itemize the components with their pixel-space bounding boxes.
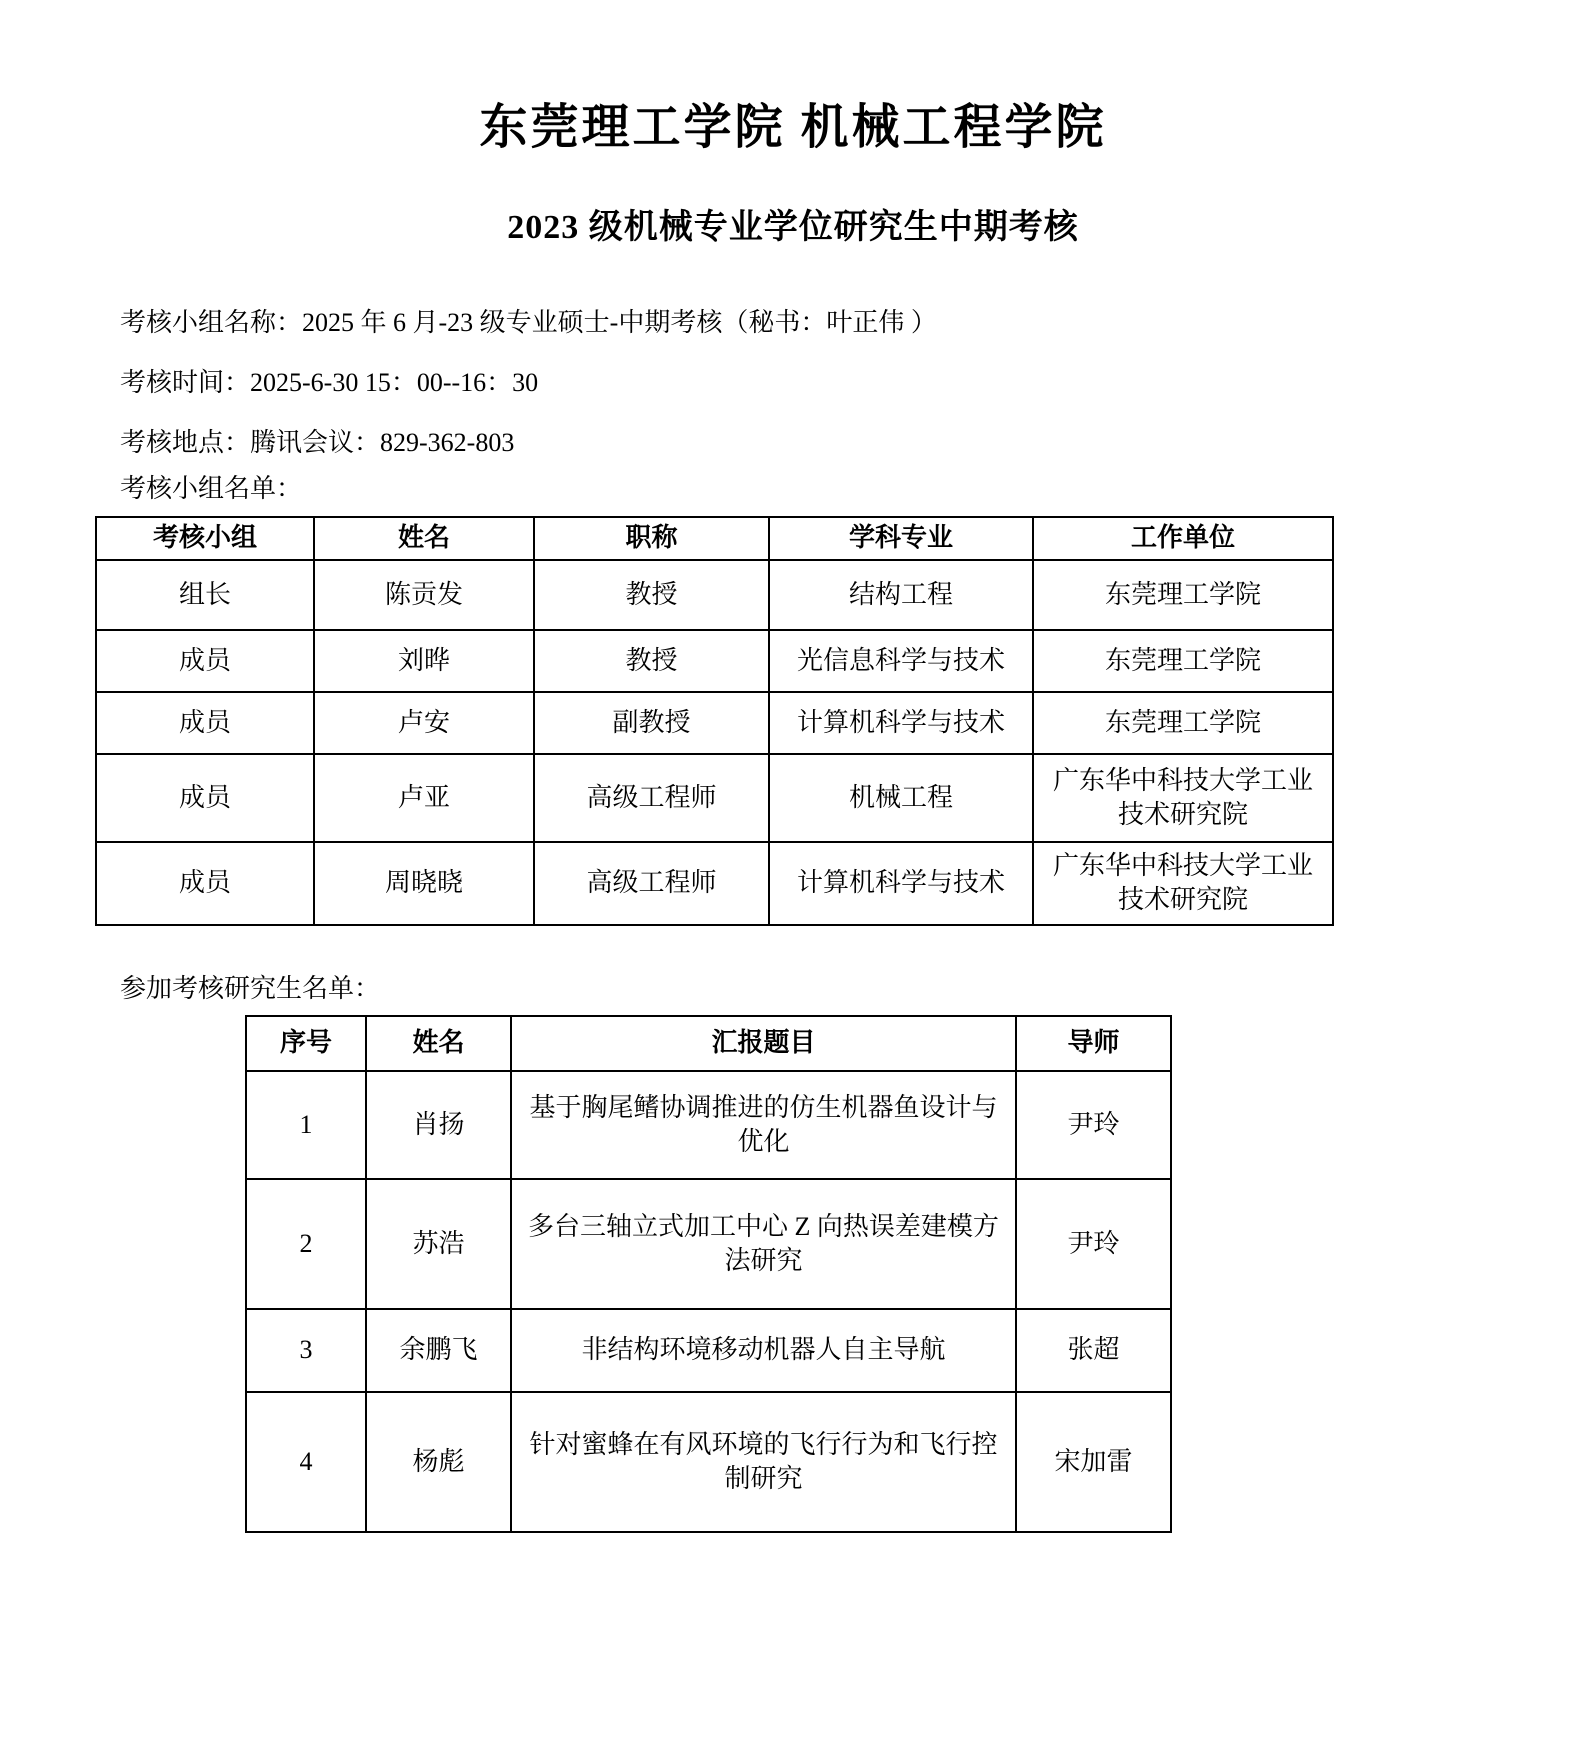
committee-role-cell: 成员 [96,630,314,692]
committee-major-cell: 结构工程 [769,560,1033,630]
committee-row [96,560,1333,630]
students-table [245,1015,1172,1533]
student-name-cell: 肖扬 [366,1071,511,1179]
student-row [246,1309,1171,1392]
students-header-cell: 序号 [246,1016,366,1071]
assessment-time: 考核时间：2025-6-30 15：00--16：30 [120,367,539,397]
committee-role-cell: 成员 [96,842,314,925]
student-name-cell: 余鹏飞 [366,1309,511,1392]
committee-rank-cell: 高级工程师 [534,842,769,925]
students-header-cell: 姓名 [366,1016,511,1071]
committee-rank-cell: 副教授 [534,692,769,754]
committee-header-cell: 职称 [534,517,769,560]
committee-list-label: 考核小组名单： [120,473,303,503]
committee-major-cell: 计算机科学与技术 [769,692,1033,754]
student-row [246,1071,1171,1179]
student-index-cell: 4 [246,1392,366,1532]
committee-major-cell: 计算机科学与技术 [769,842,1033,925]
committee-unit-cell: 东莞理工学院 [1033,630,1333,692]
committee-unit-cell: 广东华中科技大学工业技术研究院 [1033,842,1333,925]
committee-header-cell: 工作单位 [1033,517,1333,560]
students-header-cell: 导师 [1016,1016,1171,1071]
committee-name-cell: 刘晔 [314,630,534,692]
committee-role-cell: 成员 [96,754,314,842]
document-subtitle: 2023 级机械专业学位研究生中期考核 [507,209,1079,246]
student-index-cell: 1 [246,1071,366,1179]
committee-major-cell: 光信息科学与技术 [769,630,1033,692]
committee-header-cell: 姓名 [314,517,534,560]
student-topic-cell: 基于胸尾鳍协调推进的仿生机器鱼设计与优化 [511,1071,1016,1179]
committee-rank-cell: 教授 [534,560,769,630]
student-index-cell: 2 [246,1179,366,1309]
committee-header-row [96,517,1333,560]
committee-row [96,630,1333,692]
committee-role-cell: 成员 [96,692,314,754]
committee-name-cell: 卢安 [314,692,534,754]
committee-unit-cell: 东莞理工学院 [1033,560,1333,630]
committee-row [96,754,1333,842]
assessment-group-name: 考核小组名称：2025 年 6 月-23 级专业硕士-中期考核（秘书：叶正伟 ） [120,308,937,337]
committee-rank-cell: 高级工程师 [534,754,769,842]
committee-role-cell: 组长 [96,560,314,630]
committee-row [96,842,1333,925]
student-index-cell: 3 [246,1309,366,1392]
committee-header-cell: 学科专业 [769,517,1033,560]
student-advisor-cell: 尹玲 [1016,1179,1171,1309]
student-name-cell: 苏浩 [366,1179,511,1309]
committee-header-cell: 考核小组 [96,517,314,560]
student-topic-cell: 多台三轴立式加工中心 Z 向热误差建模方法研究 [511,1179,1016,1309]
committee-row [96,692,1333,754]
student-name-cell: 杨彪 [366,1392,511,1532]
student-topic-cell: 非结构环境移动机器人自主导航 [511,1309,1016,1392]
students-list-label: 参加考核研究生名单： [120,973,381,1003]
student-row [246,1392,1171,1532]
student-advisor-cell: 尹玲 [1016,1071,1171,1179]
student-advisor-cell: 宋加雷 [1016,1392,1171,1532]
committee-table [95,516,1334,926]
committee-rank-cell: 教授 [534,630,769,692]
committee-unit-cell: 广东华中科技大学工业技术研究院 [1033,754,1333,842]
document-title: 东莞理工学院 机械工程学院 [479,101,1107,154]
students-header-cell: 汇报题目 [511,1016,1016,1071]
student-advisor-cell: 张超 [1016,1309,1171,1392]
student-row [246,1179,1171,1309]
students-header-row [246,1016,1171,1071]
committee-name-cell: 卢亚 [314,754,534,842]
student-topic-cell: 针对蜜蜂在有风环境的飞行行为和飞行控制研究 [511,1392,1016,1532]
assessment-location: 考核地点：腾讯会议：829-362-803 [120,427,515,457]
committee-name-cell: 周晓晓 [314,842,534,925]
committee-major-cell: 机械工程 [769,754,1033,842]
assessment-info-block [120,308,1586,504]
committee-unit-cell: 东莞理工学院 [1033,692,1333,754]
committee-name-cell: 陈贡发 [314,560,534,630]
